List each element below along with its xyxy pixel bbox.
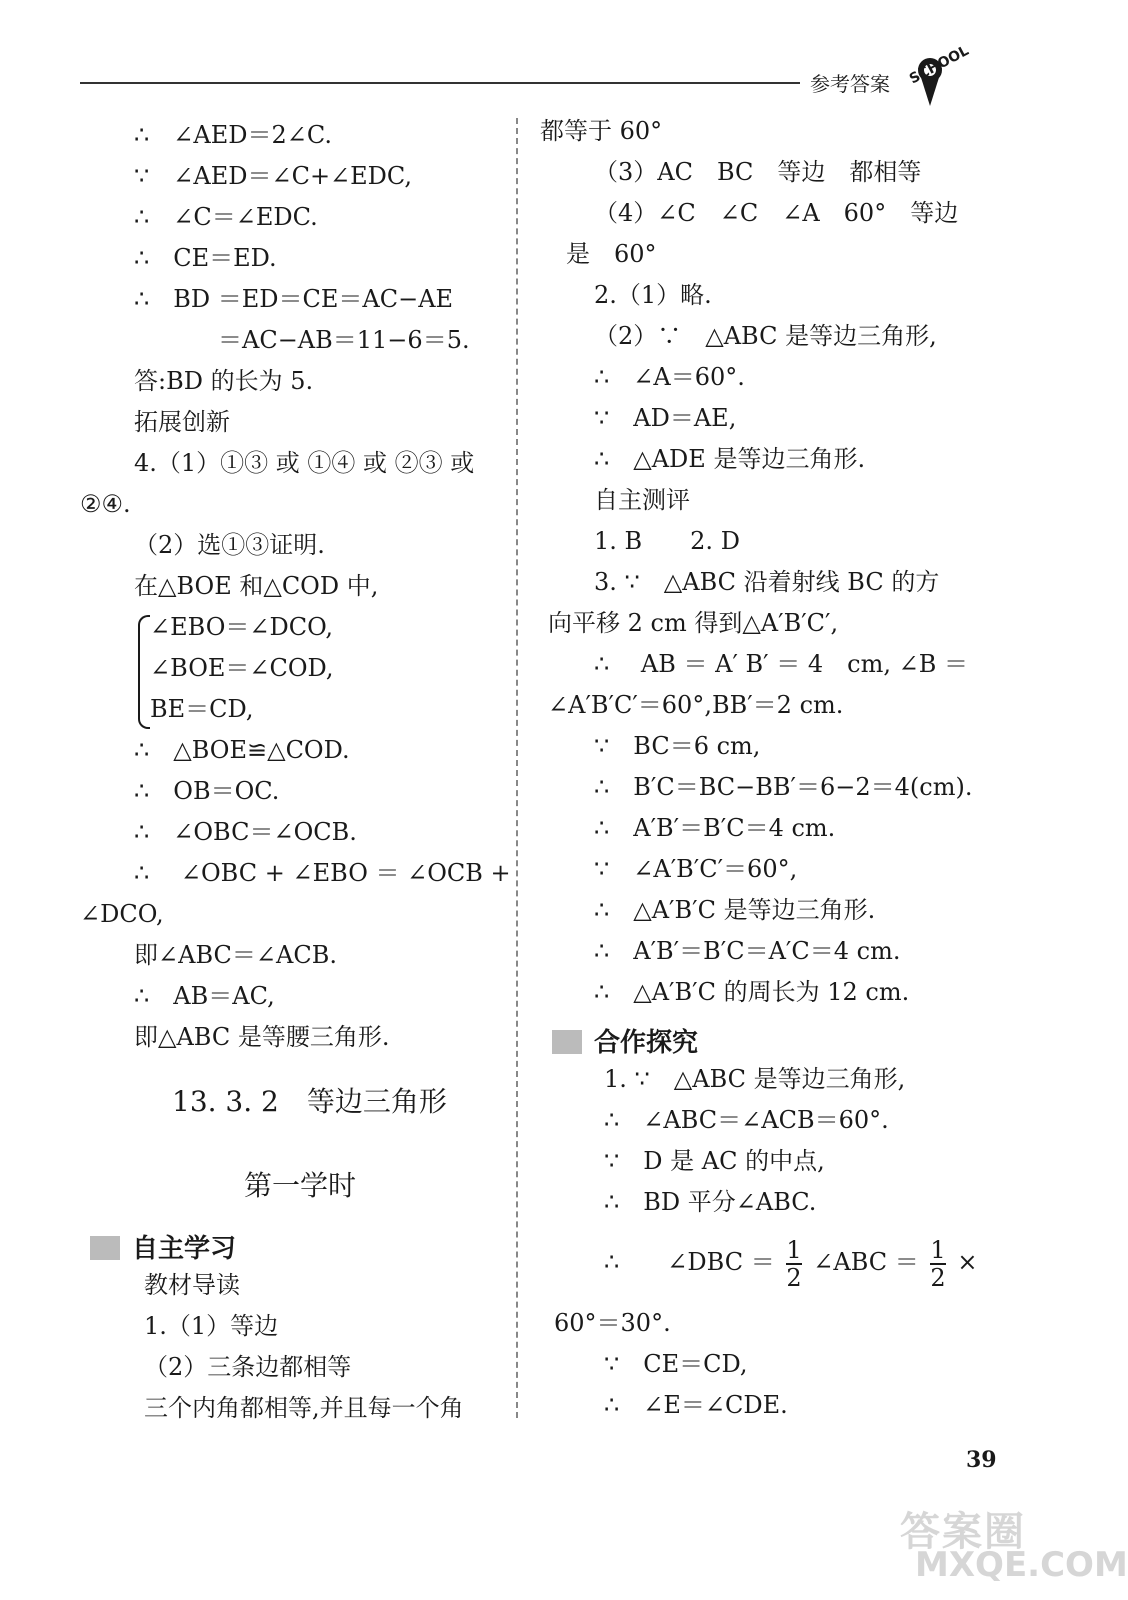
right-line-23: 1. ∵ △ABC 是等边三角形,: [604, 1065, 906, 1093]
left-line-15: BE＝CD,: [150, 695, 254, 723]
left-subheading-tuozhan: 拓展创新: [134, 408, 230, 436]
right-line-24: ∴ ∠ABC＝∠ACB＝60°.: [604, 1106, 889, 1134]
fraction-one-half: [786, 1237, 801, 1291]
watermark-logo: 答案圈: [900, 1509, 1026, 1555]
page-number: 39: [966, 1447, 997, 1473]
right-line-22: ∴ △A′B′C 的周长为 12 cm.: [594, 978, 910, 1006]
fraction-denominator: 2: [786, 1263, 802, 1292]
fraction-denominator: 2: [930, 1263, 946, 1292]
right-line-7: ∴ ∠A＝60°.: [594, 363, 745, 391]
left-line-7: 答:BD 的长为 5.: [134, 367, 314, 395]
right-line-29: ∵ CE＝CD,: [604, 1350, 748, 1378]
left-line-2: ∵ ∠AED＝∠C+∠EDC,: [134, 162, 413, 190]
header-rule: [80, 82, 800, 84]
left-line-14: ∠BOE＝∠COD,: [150, 654, 334, 682]
school-logo: [896, 40, 976, 110]
left-line-26: （2）三条边都相等: [144, 1353, 352, 1381]
left-line-3: ∴ ∠C＝∠EDC.: [134, 203, 318, 231]
right-subheading-zizhu-ceping: 自主测评: [594, 486, 690, 514]
header-title: 参考答案: [810, 72, 890, 96]
right-line-14: ∴ AB ＝ A′ B′ ＝ 4 cm, ∠B ＝: [594, 650, 968, 678]
lesson-heading: 第一学时: [244, 1169, 357, 1202]
right-line-26: ∴ BD 平分∠ABC.: [604, 1188, 817, 1216]
left-line-16: ∴ △BOE≌△COD.: [134, 736, 350, 764]
column-divider: [516, 118, 518, 1418]
fraction-numerator: 1: [930, 1235, 946, 1264]
right-line-13: 向平移 2 cm 得到△A′B′C′,: [548, 609, 839, 637]
left-line-13: ∠EBO＝∠DCO,: [150, 613, 333, 641]
section-zizhu-xuexi: [90, 1228, 236, 1265]
left-line-5: ∴ BD ＝ED＝CE＝AC−AE: [134, 285, 454, 313]
logo-text: SCHOOL: [906, 42, 972, 88]
right-line-12: 3. ∵ △ABC 沿着射线 BC 的方: [594, 568, 940, 596]
right-line-17: ∴ B′C＝BC−BB′＝6−2＝4(cm).: [594, 773, 973, 801]
left-line-23: 即△ABC 是等腰三角形.: [134, 1023, 390, 1051]
right-line-11: 1. B 2. D: [594, 527, 740, 555]
left-line-18: ∴ ∠OBC＝∠OCB.: [134, 818, 357, 846]
left-line-9: 4.（1）①③ 或 ①④ 或 ②③ 或: [134, 449, 475, 477]
left-line-19: ∴ ∠OBC + ∠EBO ＝ ∠OCB +: [134, 859, 511, 887]
right-line-5: 2.（1）略.: [594, 281, 712, 309]
left-line-4: ∴ CE＝ED.: [134, 244, 277, 272]
right-line-8: ∵ AD＝AE,: [594, 404, 737, 432]
fraction-line-end: ×: [957, 1248, 978, 1276]
fraction-numerator: 1: [786, 1235, 802, 1264]
right-line-16: ∵ BC＝6 cm,: [594, 732, 761, 760]
right-line-18: ∴ A′B′＝B′C＝4 cm.: [594, 814, 836, 842]
section-marker-icon: [90, 1236, 120, 1260]
left-line-25: 1.（1）等边: [144, 1312, 279, 1340]
right-line-4: 是 60°: [566, 240, 657, 268]
right-line-30: ∴ ∠E＝∠CDE.: [604, 1391, 788, 1419]
fraction-line-start: ∴ ∠DBC ＝: [604, 1248, 775, 1276]
right-line-20: ∴ △A′B′C 是等边三角形.: [594, 896, 876, 924]
right-line-1: 都等于 60°: [540, 117, 663, 145]
left-line-22: ∴ AB＝AC,: [134, 982, 275, 1010]
fraction-line-middle: ∠ABC ＝: [813, 1248, 919, 1276]
section-hezuo-tanjiu: [552, 1022, 698, 1059]
system-brace: [138, 615, 150, 729]
watermark-url: MXQE.COM: [915, 1545, 1128, 1585]
right-line-2: （3）AC BC 等边 都相等: [594, 158, 922, 186]
left-line-24: 教材导读: [144, 1271, 240, 1299]
left-line-11: （2）选①③证明.: [134, 531, 325, 559]
right-line-21: ∴ A′B′＝B′C＝A′C＝4 cm.: [594, 937, 901, 965]
fraction-one-half-2: [930, 1237, 945, 1291]
right-line-19: ∵ ∠A′B′C′＝60°,: [594, 855, 798, 883]
section-marker-icon: [552, 1030, 582, 1054]
section-title: 自主学习: [132, 1234, 237, 1264]
left-line-27: 三个内角都相等,并且每一个角: [144, 1394, 464, 1422]
right-line-27: [604, 1232, 977, 1292]
left-line-20: ∠DCO,: [80, 900, 164, 928]
right-line-25: ∵ D 是 AC 的中点,: [604, 1147, 825, 1175]
left-line-17: ∴ OB＝OC.: [134, 777, 280, 805]
left-line-1: ∴ ∠AED＝2∠C.: [134, 121, 332, 149]
right-line-3: （4）∠C ∠C ∠A 60° 等边: [594, 199, 959, 227]
left-line-6: ＝AC−AB＝11−6＝5.: [218, 326, 470, 354]
left-line-12: 在△BOE 和△COD 中,: [134, 572, 379, 600]
right-line-9: ∴ △ADE 是等边三角形.: [594, 445, 866, 473]
right-line-6: （2）∵ △ABC 是等边三角形,: [594, 322, 937, 350]
right-line-15: ∠A′B′C′＝60°,BB′＝2 cm.: [548, 691, 844, 719]
left-line-21: 即∠ABC＝∠ACB.: [134, 941, 337, 969]
section-heading-13-3-2: 13. 3. 2 等边三角形: [172, 1085, 447, 1118]
section-title: 合作探究: [594, 1028, 699, 1058]
right-line-28: 60°＝30°.: [554, 1309, 671, 1337]
left-line-10: ②④.: [80, 490, 131, 518]
